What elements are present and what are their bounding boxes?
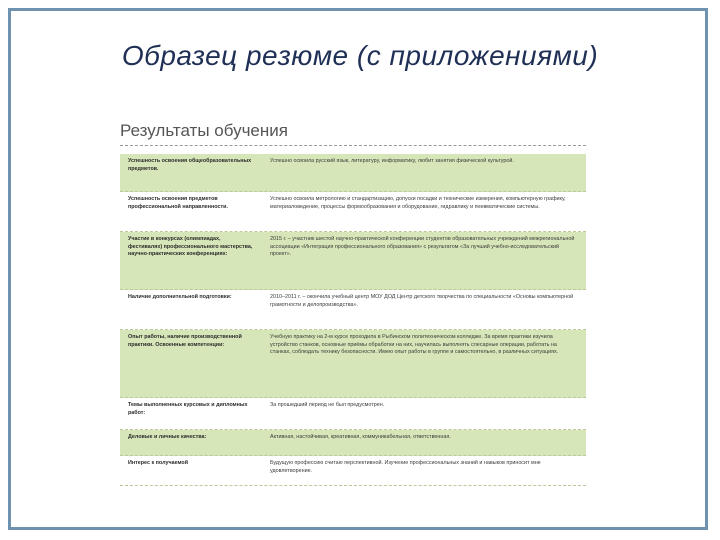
table-row (120, 290, 586, 330)
results-table (120, 154, 586, 486)
row-label: Темы выполненных курсовых и дипломных работ: (128, 402, 248, 416)
row-value: 2015 г. – участник шестой научно-практической конференции студентов образовательных учреждений межрегиональной ассоциации «Интеграция профессионального образования» с результатом «За лучший учебно-исследовательский проект». (270, 236, 575, 257)
row-label: Участие в конкурсах (олимпиадах, фестивалях) профессионального мастерства, научно-практических конференциях: (128, 236, 253, 257)
row-value: Активная, настойчивая, креативная, коммуникабельная, ответственная. (270, 434, 451, 440)
row-label: Наличие дополнительной подготовки: (128, 294, 232, 300)
row-value: 2010–2011 г. – окончила учебный центр МОУ ДОД Центр детского творчества по специальности «Основы компьютерной грамотности и делопроизводства». (270, 294, 574, 308)
document-heading: Результаты обучения (120, 121, 288, 140)
row-value: Учебную практику на 2-м курсе проходила в Рыбинском политехническом колледже. За время практики изучила устройство станков, основные приёмы обработки на них, научилась выполнять слесарные операции, работать на станках, соблюдать технику безопасности. Имею опыт работы в группе и самостоятельно, в различных ситуациях. (270, 334, 559, 355)
table-row (120, 430, 586, 456)
row-label: Интерес к получаемой (128, 460, 189, 466)
table-row (120, 398, 586, 430)
table-row (120, 232, 586, 290)
row-label: Опыт работы, наличие производственной практики. Освоенные компетенции: (128, 334, 242, 348)
row-label: Успешность освоения предметов профессиональной направленности. (128, 196, 228, 210)
row-label: Успешность освоения общеобразовательных предметов. (128, 158, 252, 172)
row-value: Будущую профессию считаю перспективной. Изучение профессиональных знаний и навыков приносит мне удовлетворение. (270, 460, 541, 474)
row-value: За прошедший период не был предусмотрен. (270, 402, 385, 408)
table-row (120, 192, 586, 232)
table-row (120, 330, 586, 398)
row-value: Успешно освоила метрологию и стандартизацию, допуски посадки и технические измерения, компьютерную графику, материаловедение, процессы формообразования и оборудование, гидравлику и пневматические системы. (270, 196, 566, 210)
row-value: Успешно освоила русский язык, литературу, информатику, любит занятия физической культурой. (270, 158, 514, 164)
heading-divider (120, 145, 586, 146)
table-row (120, 456, 586, 486)
slide-title: Образец резюме (с приложениями) (121, 40, 599, 71)
row-label: Деловые и личные качества: (128, 434, 207, 440)
table-row (120, 154, 586, 192)
